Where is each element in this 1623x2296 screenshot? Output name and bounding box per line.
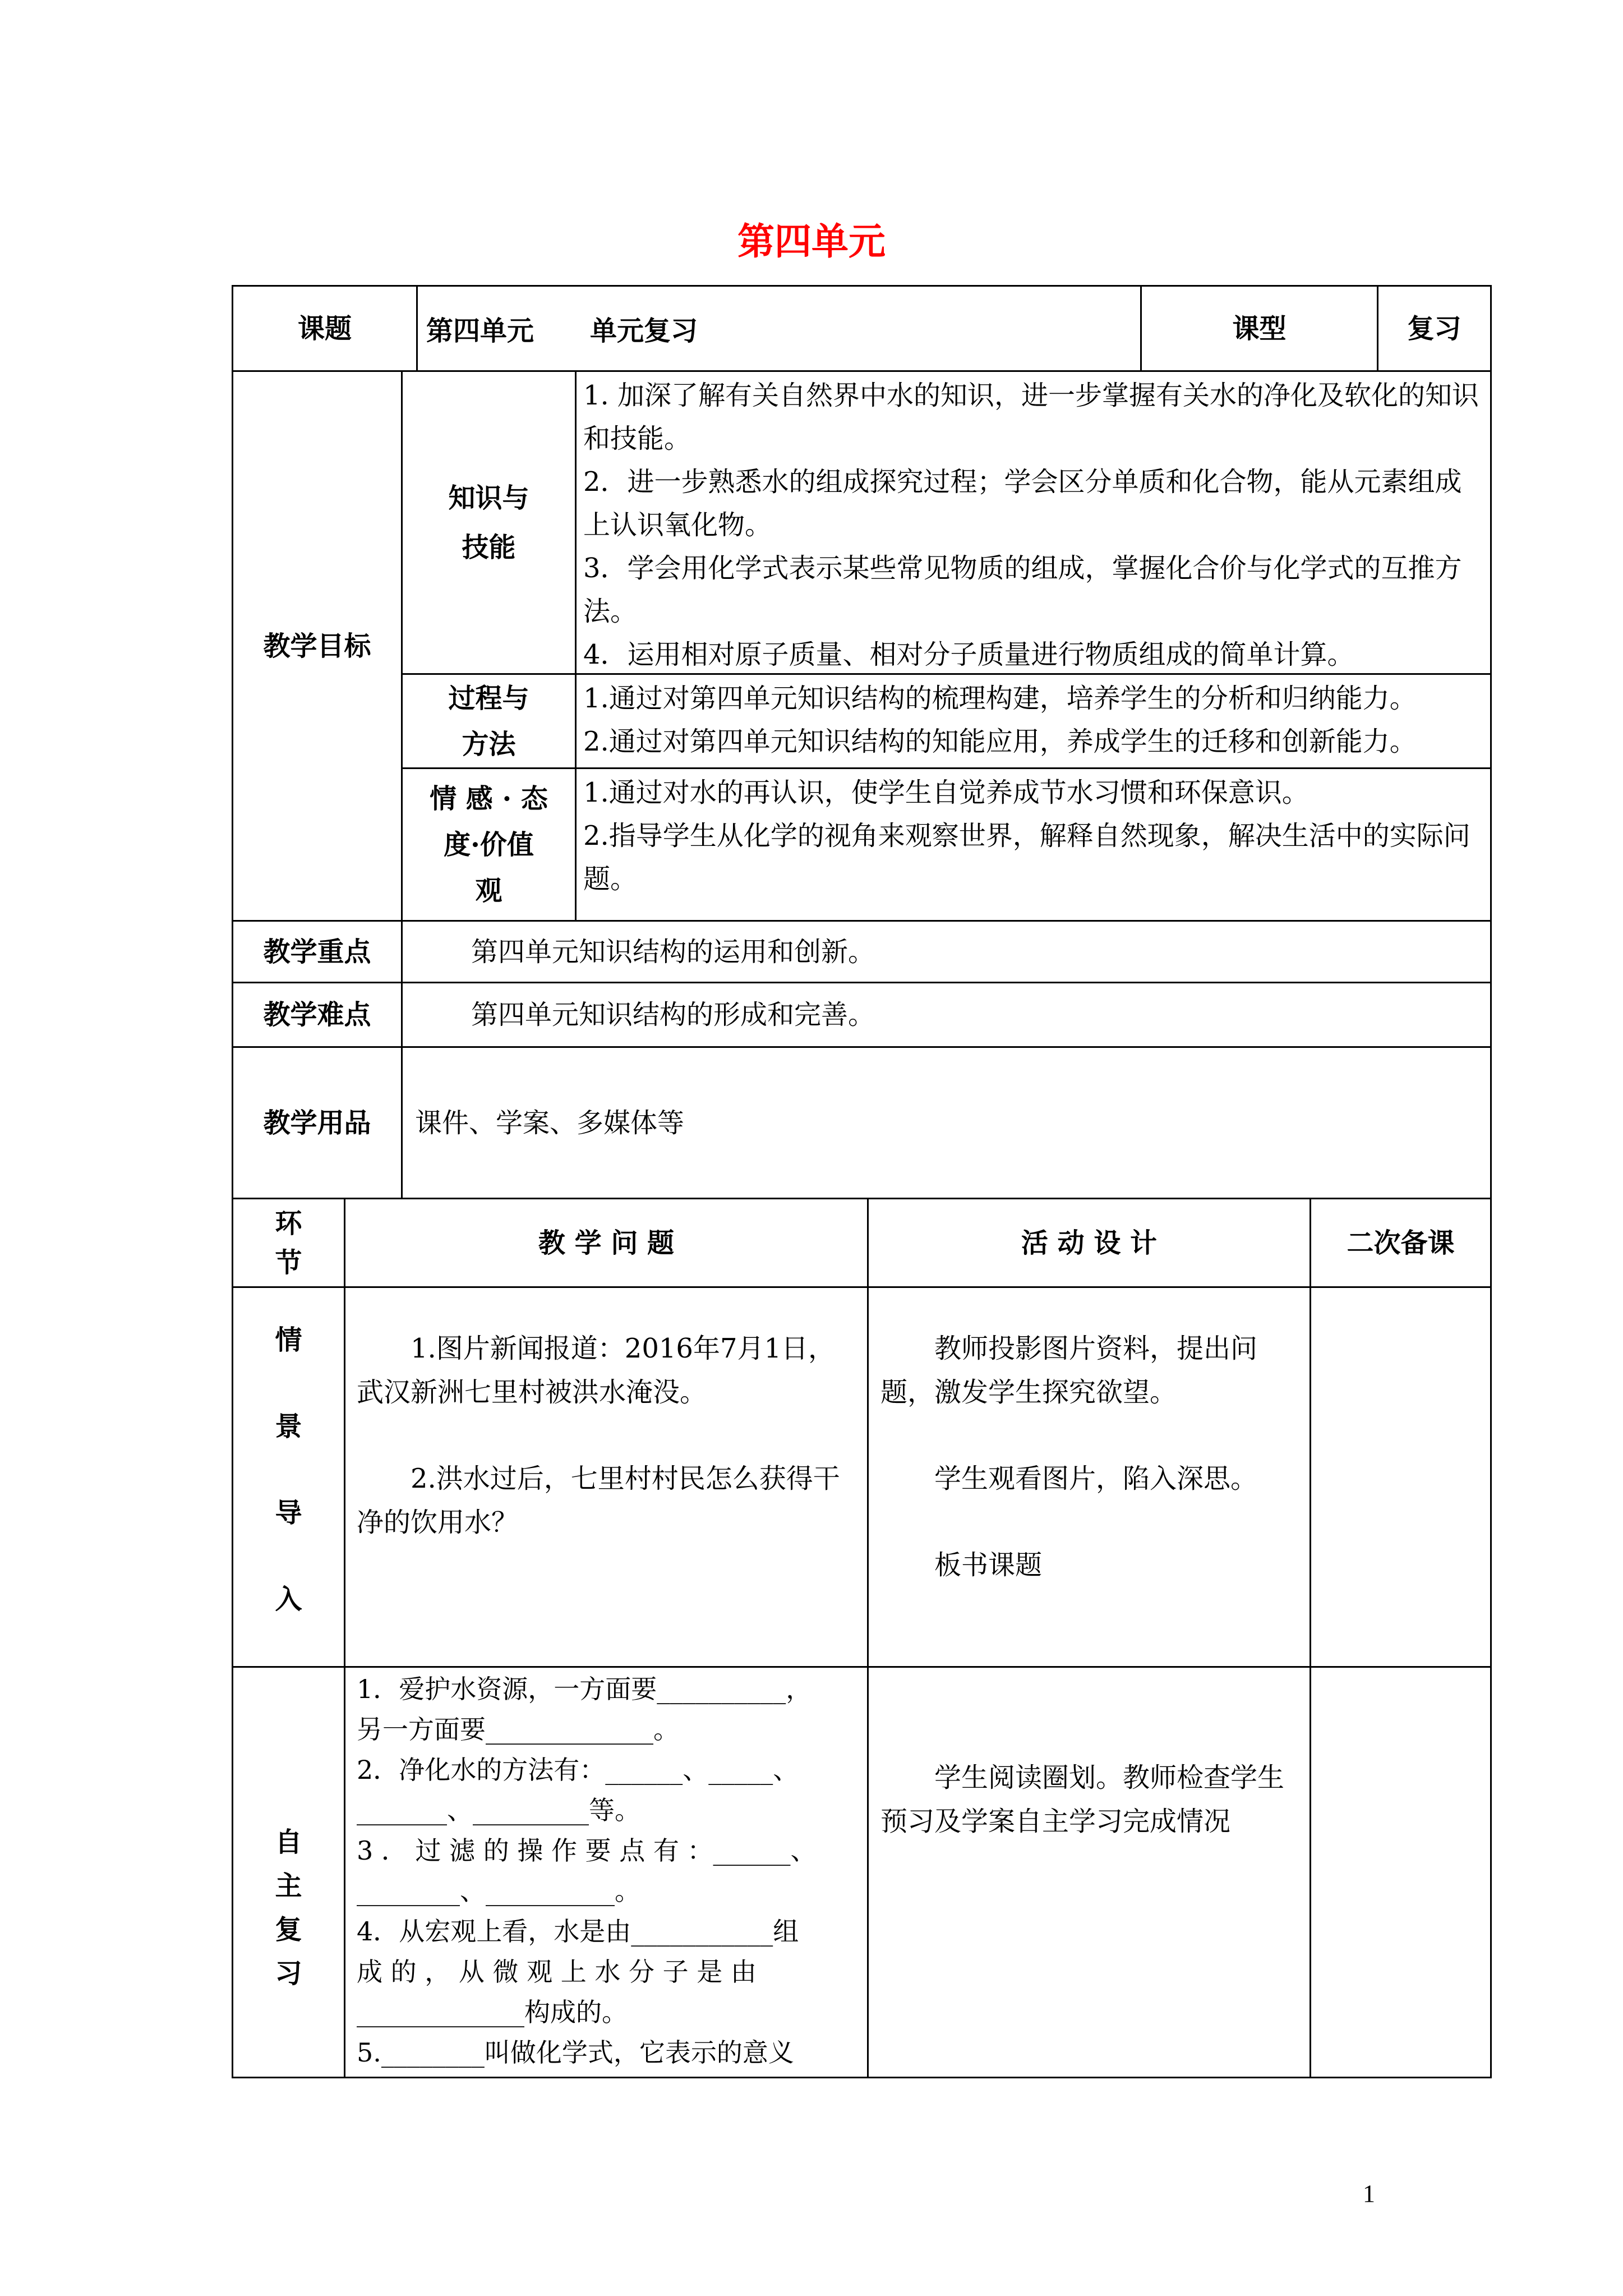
process-item-2: 2.通过对第四单元知识结构的知能应用，养成学生的迁移和创新能力。 — [583, 726, 1417, 757]
column-notes: 二次备课 — [1347, 1227, 1455, 1259]
knowledge-label — [403, 372, 575, 673]
process-label — [403, 675, 575, 767]
review-line: 1．爱护水资源，一方面要__________， — [357, 1674, 812, 1704]
knowledge-item-4: 4．运用相对原子质量、相对分子质量进行物质组成的简单计算。 — [583, 639, 1354, 670]
knowledge-item-2: 2．进一步熟悉水的组成探究过程；学会区分单质和化合物，能从元素组成上认识氧化物。 — [583, 466, 1462, 541]
key-point-label: 教学重点 — [263, 936, 371, 968]
process-label-line1: 过程与 — [448, 682, 529, 714]
scene-activity-1: 教师投影图片资料，提出问题，激发学生探究欲望。 — [880, 1333, 1258, 1408]
emotion-item-2: 2.指导学生从化学的视角来观察世界，解释自然现象，解决生活中的实际问题。 — [583, 820, 1470, 895]
grid-line — [232, 1286, 1492, 1288]
scene-stage-char: 入 — [275, 1584, 302, 1615]
topic-label: 课题 — [297, 312, 352, 344]
review-questions — [357, 1669, 861, 2076]
materials-value: 课件、学案、多媒体等 — [415, 1107, 685, 1139]
review-stage-char: 复 — [275, 1914, 302, 1945]
grid-line — [1310, 1198, 1311, 2078]
review-stage-char: 自 — [275, 1826, 302, 1858]
document-title: 第四单元 — [737, 219, 886, 263]
type-value: 复习 — [1407, 312, 1461, 344]
grid-line — [232, 1666, 1492, 1668]
knowledge-label-line2: 技能 — [462, 531, 516, 563]
column-problem: 教 学 问 题 — [538, 1227, 675, 1259]
scene-activity-3: 板书课题 — [934, 1549, 1043, 1581]
review-stage — [233, 1820, 344, 2000]
review-activity — [880, 1756, 1301, 1868]
review-stage-char: 主 — [275, 1870, 302, 1902]
grid-line — [575, 370, 577, 920]
review-activity-text: 学生阅读圈划。教师检查学生预习及学案自主学习完成情况 — [880, 1762, 1285, 1837]
emotion-label-line2: 度·价值 — [444, 829, 534, 861]
key-point-value: 第四单元知识结构的运用和创新。 — [471, 936, 875, 968]
column-stage-line2: 节 — [275, 1246, 302, 1278]
emotion-label — [403, 769, 575, 920]
grid-line — [1490, 285, 1492, 2078]
review-line: _______、_________等。 — [357, 1795, 640, 1825]
scene-problems — [357, 1327, 859, 1658]
review-line: ________、__________。 — [357, 1876, 640, 1906]
emotion-label-line3: 观 — [475, 875, 502, 907]
scene-activities — [880, 1327, 1301, 1658]
grid-line — [232, 2077, 1492, 2078]
difficulty-value: 第四单元知识结构的形成和完善。 — [471, 999, 875, 1030]
emotion-items — [583, 771, 1486, 920]
emotion-label-line1: 情 感 · 态 — [430, 783, 548, 815]
scene-stage-char: 情 — [275, 1324, 302, 1356]
topic-unit: 第四单元 — [426, 315, 534, 347]
knowledge-label-line1: 知识与 — [448, 482, 529, 514]
type-label: 课型 — [1232, 312, 1287, 344]
column-stage-line1: 环 — [275, 1207, 302, 1239]
review-line: _____________构成的。 — [357, 1997, 628, 2027]
knowledge-items — [583, 374, 1486, 673]
objectives-label: 教学目标 — [263, 630, 371, 662]
scene-stage — [233, 1318, 344, 1655]
emotion-item-1: 1.通过对水的再认识，使学生自觉养成节水习惯和环保意识。 — [583, 777, 1309, 808]
scene-problem-2: 2.洪水过后，七里村村民怎么获得干净的饮用水？ — [357, 1463, 840, 1538]
review-line: 3 ． 过 滤 的 操 作 要 点 有 ：______、 — [357, 1835, 817, 1866]
review-line: 4．从宏观上看，水是由___________组 — [357, 1916, 799, 1947]
column-activity: 活 动 设 计 — [1021, 1227, 1158, 1259]
scene-stage-char: 导 — [275, 1497, 302, 1529]
review-stage-char: 习 — [275, 1958, 302, 1989]
grid-line — [867, 1198, 869, 2078]
process-item-1: 1.通过对第四单元知识结构的梳理构建，培养学生的分析和归纳能力。 — [583, 683, 1417, 714]
scene-stage-char: 景 — [275, 1411, 302, 1442]
scene-problem-1: 1.图片新闻报道：2016年7月1日，武汉新洲七里村被洪水淹没。 — [357, 1333, 836, 1408]
review-line: 5.________叫做化学式，它表示的意义 — [357, 2037, 794, 2068]
scene-activity-2: 学生观看图片，陷入深思。 — [934, 1463, 1258, 1494]
review-line: 成 的 ， 从 微 观 上 水 分 子 是 由 — [357, 1957, 757, 1987]
page-number: 1 — [1363, 2180, 1375, 2207]
materials-label: 教学用品 — [263, 1107, 371, 1139]
knowledge-item-1: 1. 加深了解有关自然界中水的知识，进一步掌握有关水的净化及软化的知识和技能。 — [583, 380, 1479, 454]
difficulty-label: 教学难点 — [263, 999, 371, 1030]
column-stage — [233, 1199, 344, 1286]
knowledge-item-3: 3．学会用化学式表示某些常见物质的组成，掌握化合价与化学式的互推方法。 — [583, 553, 1462, 627]
topic-name: 单元复习 — [590, 315, 698, 347]
process-items — [583, 677, 1486, 767]
process-label-line2: 方法 — [462, 728, 516, 760]
grid-line — [344, 1198, 345, 2078]
review-line: 2．净化水的方法有：______、_____、 — [357, 1755, 799, 1785]
grid-line — [416, 285, 418, 370]
review-line: 另一方面要_____________。 — [357, 1714, 679, 1745]
topic-value — [426, 287, 1138, 370]
